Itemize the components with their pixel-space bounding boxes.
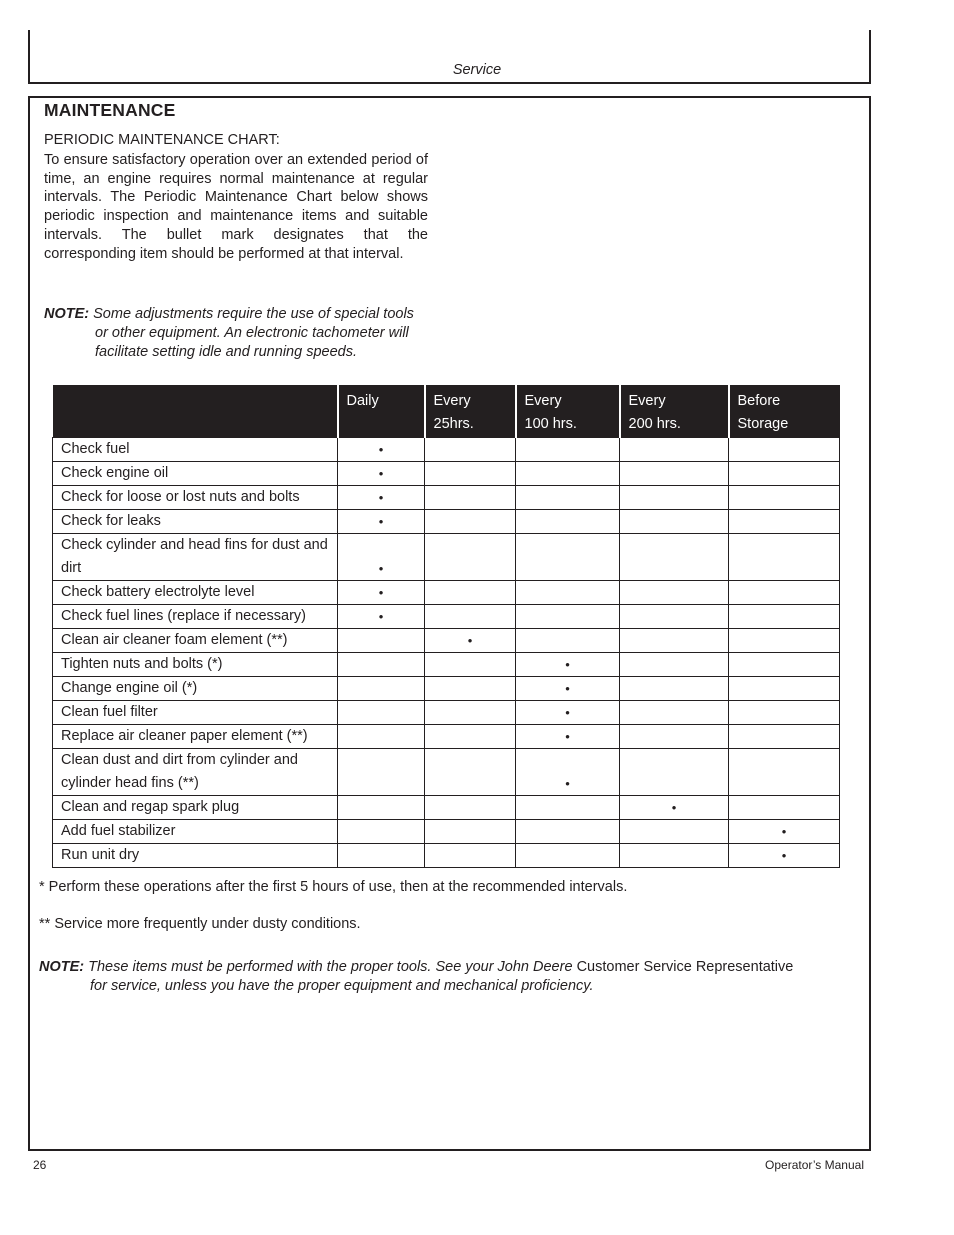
page-heading: MAINTENANCE [44, 100, 176, 120]
interval-cell [516, 533, 620, 580]
interval-cell [729, 461, 840, 485]
interval-cell [425, 724, 516, 748]
interval-cell [425, 843, 516, 867]
interval-cell [425, 461, 516, 485]
table-row [53, 724, 840, 748]
note-text: Some adjustments require the use of special tools [93, 306, 414, 322]
maintenance-chart-table [52, 385, 840, 868]
table-row [53, 580, 840, 604]
table-row [53, 628, 840, 652]
maintenance-item: Clean and regap spark plug [53, 795, 338, 819]
column-header-sublabel: 100 hrs. [524, 416, 577, 432]
column-header-25hrs [425, 385, 516, 437]
interval-cell [620, 724, 729, 748]
interval-cell [425, 748, 516, 795]
note2-label: NOTE: [39, 959, 85, 975]
maintenance-item: Check fuel lines (replace if necessary) [53, 604, 338, 628]
interval-bullet: • [338, 533, 425, 580]
table-row [53, 652, 840, 676]
interval-cell [425, 819, 516, 843]
interval-bullet: • [729, 843, 840, 867]
interval-cell [620, 604, 729, 628]
maintenance-item: Tighten nuts and bolts (*) [53, 652, 338, 676]
maintenance-item: Clean air cleaner foam element (**) [53, 628, 338, 652]
table-row [53, 843, 840, 867]
interval-cell [516, 795, 620, 819]
note2-italic-text: These items must be performed with the proper tools. See your John Deere [88, 959, 573, 975]
column-header-label: Every [524, 393, 562, 409]
interval-bullet: • [516, 676, 620, 700]
interval-cell [729, 437, 840, 461]
interval-cell [516, 580, 620, 604]
table-row [53, 509, 840, 533]
column-header-sublabel: 200 hrs. [628, 416, 681, 432]
interval-cell [620, 628, 729, 652]
maintenance-item: Check engine oil [53, 461, 338, 485]
table-header-row [53, 385, 840, 437]
table-body [53, 437, 840, 867]
note-tools [44, 305, 444, 363]
interval-cell [729, 509, 840, 533]
intro-paragraph: To ensure satisfactory operation over an extended period of time, an engine requires normal maintenance at regular intervals. The Periodic Maintenance Chart below shows periodic inspection and maintenance items and suitable intervals. The bullet mark designates that the corresponding item should be performed at that interval. [44, 152, 428, 262]
interval-cell [620, 700, 729, 724]
maintenance-item: Clean fuel filter [53, 700, 338, 724]
interval-cell [425, 795, 516, 819]
interval-cell [516, 628, 620, 652]
note-label: NOTE: [44, 306, 90, 322]
maintenance-item: Check battery electrolyte level [53, 580, 338, 604]
interval-cell [729, 652, 840, 676]
interval-bullet: • [338, 437, 425, 461]
manual-title: Operator’s Manual [765, 1158, 864, 1172]
maintenance-item: Replace air cleaner paper element (**) [53, 724, 338, 748]
maintenance-item: Check cylinder and head fins for dust and dirt [53, 533, 338, 580]
interval-bullet: • [729, 819, 840, 843]
table-row [53, 437, 840, 461]
column-header-item [53, 385, 338, 437]
interval-cell [516, 437, 620, 461]
maintenance-item: Run unit dry [53, 843, 338, 867]
column-header-daily [338, 385, 425, 437]
interval-cell [338, 628, 425, 652]
interval-cell [338, 724, 425, 748]
column-header-sublabel: 25hrs. [433, 416, 474, 432]
table-row [53, 461, 840, 485]
chart-title: PERIODIC MAINTENANCE CHART: [44, 132, 280, 148]
interval-cell [425, 604, 516, 628]
interval-cell [516, 604, 620, 628]
interval-cell [425, 485, 516, 509]
interval-bullet: • [338, 580, 425, 604]
note2-line-2: for service, unless you have the proper equipment and mechanical proficiency. [90, 978, 594, 994]
interval-cell [620, 509, 729, 533]
maintenance-item: Check fuel [53, 437, 338, 461]
interval-cell [338, 700, 425, 724]
interval-bullet: • [516, 724, 620, 748]
note-line-2: or other equipment. An electronic tachometer will [95, 325, 409, 342]
interval-cell [620, 843, 729, 867]
page-number: 26 [33, 1158, 47, 1172]
interval-bullet: • [338, 485, 425, 509]
column-header-label: Every [433, 393, 471, 409]
interval-cell [425, 700, 516, 724]
maintenance-item: Change engine oil (*) [53, 676, 338, 700]
table-row [53, 604, 840, 628]
note-line-3: facilitate setting idle and running speeds. [95, 344, 357, 361]
column-header-label: Every [628, 393, 666, 409]
interval-cell [425, 652, 516, 676]
interval-cell [620, 461, 729, 485]
interval-cell [516, 461, 620, 485]
table-row [53, 795, 840, 819]
table-row [53, 485, 840, 509]
interval-bullet: • [516, 700, 620, 724]
interval-cell [516, 843, 620, 867]
maintenance-item: Check for loose or lost nuts and bolts [53, 485, 338, 509]
interval-cell [620, 485, 729, 509]
interval-cell [338, 843, 425, 867]
note-line-1 [44, 305, 444, 324]
interval-cell [516, 819, 620, 843]
interval-cell [620, 533, 729, 580]
interval-cell [620, 676, 729, 700]
interval-bullet: • [516, 748, 620, 795]
table-row [53, 533, 840, 580]
column-header-100hrs [516, 385, 620, 437]
interval-cell [620, 748, 729, 795]
interval-cell [729, 748, 840, 795]
interval-cell [425, 533, 516, 580]
interval-cell [620, 819, 729, 843]
interval-cell [729, 485, 840, 509]
interval-bullet: • [338, 509, 425, 533]
interval-bullet: • [338, 604, 425, 628]
column-header-200hrs [620, 385, 729, 437]
interval-bullet: • [338, 461, 425, 485]
table-row [53, 819, 840, 843]
column-header-storage [729, 385, 840, 437]
interval-cell [729, 533, 840, 580]
interval-cell [338, 676, 425, 700]
maintenance-item: Check for leaks [53, 509, 338, 533]
interval-cell [516, 509, 620, 533]
note2-line-1 [39, 958, 859, 977]
interval-bullet: • [425, 628, 516, 652]
interval-cell [620, 437, 729, 461]
column-header-sublabel: Storage [737, 416, 789, 432]
interval-bullet: • [620, 795, 729, 819]
interval-cell [425, 437, 516, 461]
interval-cell [729, 676, 840, 700]
column-header-label: Before [737, 393, 781, 409]
interval-cell [729, 724, 840, 748]
interval-cell [338, 819, 425, 843]
footnote-single-star: * Perform these operations after the first 5 hours of use, then at the recommended intervals. [39, 879, 628, 895]
table-row [53, 700, 840, 724]
interval-bullet: • [516, 652, 620, 676]
interval-cell [729, 700, 840, 724]
section-title: Service [452, 62, 502, 78]
interval-cell [729, 604, 840, 628]
interval-cell [516, 485, 620, 509]
table-row [53, 748, 840, 795]
interval-cell [425, 509, 516, 533]
interval-cell [338, 795, 425, 819]
interval-cell [620, 652, 729, 676]
maintenance-item: Clean dust and dirt from cylinder and cylinder head fins (**) [53, 748, 338, 795]
interval-cell [729, 628, 840, 652]
maintenance-item: Add fuel stabilizer [53, 819, 338, 843]
interval-cell [729, 795, 840, 819]
interval-cell [620, 580, 729, 604]
footnote-double-star: ** Service more frequently under dusty conditions. [39, 916, 361, 932]
note-proper-tools [39, 958, 859, 996]
interval-cell [338, 652, 425, 676]
table-row [53, 676, 840, 700]
interval-cell [338, 748, 425, 795]
column-header-label: Daily [346, 393, 379, 409]
interval-cell [729, 580, 840, 604]
interval-cell [425, 676, 516, 700]
interval-cell [425, 580, 516, 604]
note2-plain-text: Customer Service Representative [576, 959, 794, 975]
